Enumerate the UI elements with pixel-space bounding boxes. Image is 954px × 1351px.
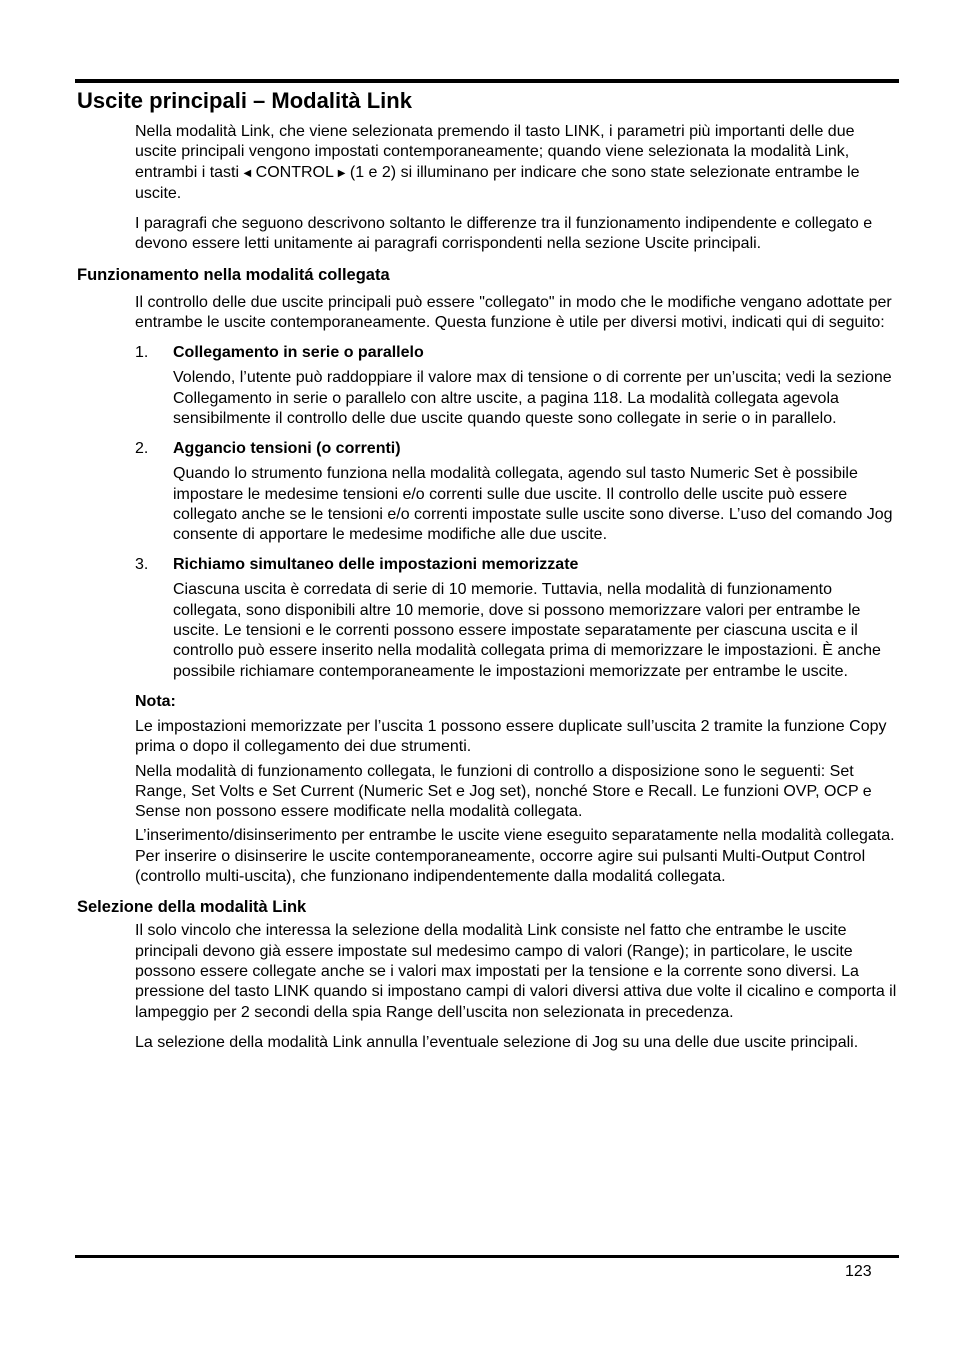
note-text: Le impostazioni memorizzate per l’uscita 1 possono essere duplicate sull’uscita 2 tramite la funzione Copy prima o dopo il collegamento dei due strumenti. [135, 717, 887, 756]
paragraph: Il solo vincolo che interessa la selezione della modalità Link consiste nel fatto che entrambe le uscite principali devono già essere impostate sul medesimo campo di valori (Range); in particolare, le uscite possono essere collegate anche se i valori max impostati per la tensione e la corrente sono diversi. La pressione del tasto LINK quando si impostano campi di valori diversi attiva due volte il cicalino e comporta il lampeggio per 2 secondi della spia Range dell’uscita non selezionata in precedenza. [135, 922, 897, 1021]
section-heading: Selezione della modalità Link [77, 898, 307, 917]
list-item: 1. Collegamento in serie o parallelo Volendo, l’utente può raddoppiare il valore max di tensione o di corrente per un’uscita; vedi la sezione Collegamento in serie o parallelo con altre uscite, a pagina 118. La modalità collegata agevola sensibilmente il controllo delle due uscite quando queste sono collegate in serie o in parallelo. [135, 344, 892, 427]
triangle-left-icon: ◀ [243, 167, 252, 179]
intro-paragraph-2: I paragrafi che seguono descrivono soltanto le differenze tra il funzionamento indipendente e collegato e devono essere letti unitamente ai paragrafi corrispondenti nella sezione Uscite principali. [135, 215, 873, 253]
intro-paragraph-1: Nella modalità Link, che viene selezionata premendo il tasto LINK, i parametri più importanti delle due uscite principali vengono impostati contemporaneamente; quando viene selezionata la modalità Link, entrambi i tasti ◀ CONTROL ▶ (1 e 2) si illuminano per indicare che sono state selezionate entrambe le uscite. [135, 123, 860, 202]
top-rule [75, 79, 899, 83]
page-number: 123 [845, 1263, 872, 1280]
page-title: Uscite principali – Modalità Link [77, 88, 412, 113]
paragraph: Nella modalità di funzionamento collegata, le funzioni di controllo a disposizione sono le seguenti: Set Range, Set Volts e Set Current (Numeric Set e Jog set), nonché Store e Recall. Le funzioni OVP, OCP e Sense non possono essere modificate nella modalità collegata. [135, 762, 872, 821]
paragraph: La selezione della modalità Link annulla l’eventuale selezione di Jog su una delle due uscite principali. [135, 1033, 859, 1051]
bottom-rule [75, 1255, 899, 1258]
paragraph: Il controllo delle due uscite principali può essere "collegato" in modo che le modifiche vengano adottate per entrambe le uscite contemporaneamente. Questa funzione è utile per diversi motivi, indicati qui di seguito: [135, 293, 892, 332]
list-item: 2. Aggancio tensioni (o correnti) Quando lo strumento funziona nella modalità collegata, agendo sul tasto Numeric Set è possibile impostare le medesime tensioni e/o correnti sulle due uscite. Il controllo delle uscite può essere collegato anche se le tensioni e/o correnti impostate sulle uscite sono diverse. L’uso del comando Jog consente di apportare le medesime modifiche alle due uscite. [135, 440, 893, 544]
section-heading: Funzionamento nella modalitá collegata [77, 265, 390, 284]
list-item: 3. Richiamo simultaneo delle impostazioni memorizzate Ciascuna uscita è corredata di serie di 10 memorie. Tuttavia, nella modalità di funzionamento collegata, sono disponibili altre 10 memorie, dove si possono memorizzare valori per entrambe le uscite. Le tensioni e le correnti possono essere impostate separatamente per ciascuna uscita e il controllo può essere inserito nella modalità collegata prima di memorizzare le impostazioni. È anche possibile richiamare contemporaneamente le impostazioni memorizzate per entrambe le uscite. [135, 556, 881, 680]
triangle-right-icon: ▶ [337, 167, 346, 179]
paragraph: L’inserimento/disinserimento per entrambe le uscite viene eseguito separatamente nella modalità collegata. Per inserire o disinserire le uscite contemporaneamente, occorre agire sui pulsanti Multi-Output Control (controllo multi-uscita), che funzionano indipendentemente dalla modalitá collegata. [135, 827, 895, 886]
note-label: Nota: [135, 692, 176, 710]
control-key-label: CONTROL [255, 163, 334, 181]
page-content [77, 86, 899, 1063]
